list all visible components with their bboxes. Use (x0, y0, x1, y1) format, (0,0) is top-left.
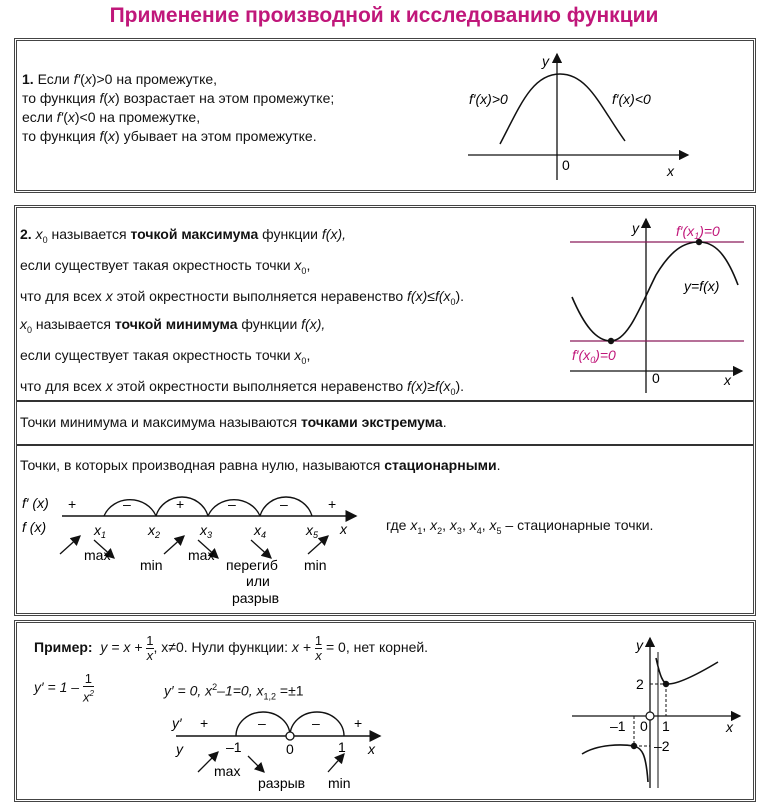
example-sign-chart (160, 700, 390, 796)
sign: – (280, 496, 288, 512)
tick-one: 1 (338, 739, 346, 755)
point-x3: $x_3$ (200, 522, 213, 540)
label-two: 2 (636, 676, 644, 692)
y-label: y (542, 53, 549, 69)
fprime-label: f′ (x) (22, 495, 49, 511)
increasing-label: f′(x)>0 (469, 91, 508, 107)
label-max: max (214, 763, 241, 779)
label-break: разрыв (232, 590, 280, 606)
x-label: x (340, 521, 347, 537)
point-x5: $x_5$ (306, 522, 319, 540)
sign: – (228, 496, 236, 512)
section-1-graph (460, 46, 700, 184)
x-label: x (726, 719, 733, 735)
min-condition-label: $f'(x_0)=0$ (572, 347, 616, 365)
min-point (608, 338, 614, 344)
min-point (663, 681, 669, 687)
label-minus-two: –2 (654, 738, 670, 754)
label-minus-one: –1 (610, 718, 626, 734)
x-label: x (724, 372, 731, 388)
max-point (631, 743, 637, 749)
label-min-1: min (140, 557, 163, 573)
sign: + (176, 496, 185, 512)
critical-points-line: y′ = 0, $x^2-1=0$, $x_{1,2} =\pm 1$ (164, 682, 304, 702)
sign: – (123, 496, 131, 512)
left-branch (582, 745, 648, 782)
stationary-sign-chart (18, 478, 378, 610)
label-zero: 0 (640, 718, 648, 734)
x-label: x (667, 163, 674, 179)
right-branch (656, 658, 718, 684)
stationary-text: Точки, в которых производная равна нулю, называются стационарными. (20, 457, 501, 473)
bell-curve (500, 74, 625, 144)
section-1-text: 1. Если f′(x)>0 на промежутке, то функция f(x) возрастает на этом промежутке; если f′(x)<0 на промежутке, то функция f(x) убывает на этом промежутке. (22, 71, 335, 144)
label-inflection: перегиб (226, 557, 278, 573)
sign: + (200, 715, 209, 731)
point-x2: $x_2$ (148, 522, 161, 540)
zero-label: 0 (652, 370, 660, 386)
max-condition-label: $f'(x_1)=0$ (676, 223, 720, 241)
curve-label: y=f(x) (684, 278, 720, 294)
sign: + (328, 496, 337, 512)
label-one: 1 (662, 718, 670, 734)
divider-2 (17, 444, 753, 446)
f-label: f (x) (22, 519, 47, 535)
page-title: Применение производной к исследованию функции (109, 4, 659, 27)
x-label: x (368, 741, 375, 757)
derivative-line: y′ = 1 – $\frac{1}{x^2}$ (34, 671, 94, 705)
y-label: y (636, 637, 643, 653)
sign: – (312, 715, 320, 731)
minimum-definition: $x_0$ называется точкой минимума функции f(x), если существует такая окрестность точки $x_0$, что для всех x этой окрестности выполняется неравенство $f(x)\ge f(x_0)$. (20, 316, 465, 397)
point-x1: $x_1$ (94, 522, 107, 540)
sign: + (68, 496, 77, 512)
zero-label: 0 (562, 157, 570, 173)
break-point (286, 732, 294, 740)
tick-minus-one: –1 (226, 739, 242, 755)
extremum-graph (566, 215, 748, 397)
decreasing-label: f′(x)<0 (612, 91, 651, 107)
yprime-label: y′ (172, 715, 182, 731)
sign: + (354, 715, 363, 731)
y-label: y (176, 741, 183, 757)
label-break: разрыв (258, 775, 306, 791)
example-graph (568, 632, 744, 792)
label-max-2: max (188, 547, 215, 563)
label-min: min (328, 775, 351, 791)
label-min-2: min (304, 557, 327, 573)
sign: – (258, 715, 266, 731)
example-line: Пример: y = x + $\frac{1}{x}$ , x≠0. Нули функции: x + $\frac{1}{x}$ = 0, нет корней. (34, 633, 429, 663)
tick-zero: 0 (286, 741, 294, 757)
point-x4: $x_4$ (254, 522, 267, 540)
label-max-1: max (84, 547, 111, 563)
y-label: y (632, 220, 639, 236)
label-or: или (246, 573, 270, 589)
stationary-note: где $x_1$, $x_2$, $x_3$, $x_4$, $x_5$ – стационарные точки. (386, 517, 654, 536)
maximum-definition: 2. $x_0$ называется точкой максимума функции f(x), если существует такая окрестность точки $x_0$, что для всех x этой окрестности выполняется неравенство $f(x)\le f(x_0)$. (20, 226, 465, 307)
extremum-text: Точки минимума и максимума называются точками экстремума. (20, 414, 447, 430)
